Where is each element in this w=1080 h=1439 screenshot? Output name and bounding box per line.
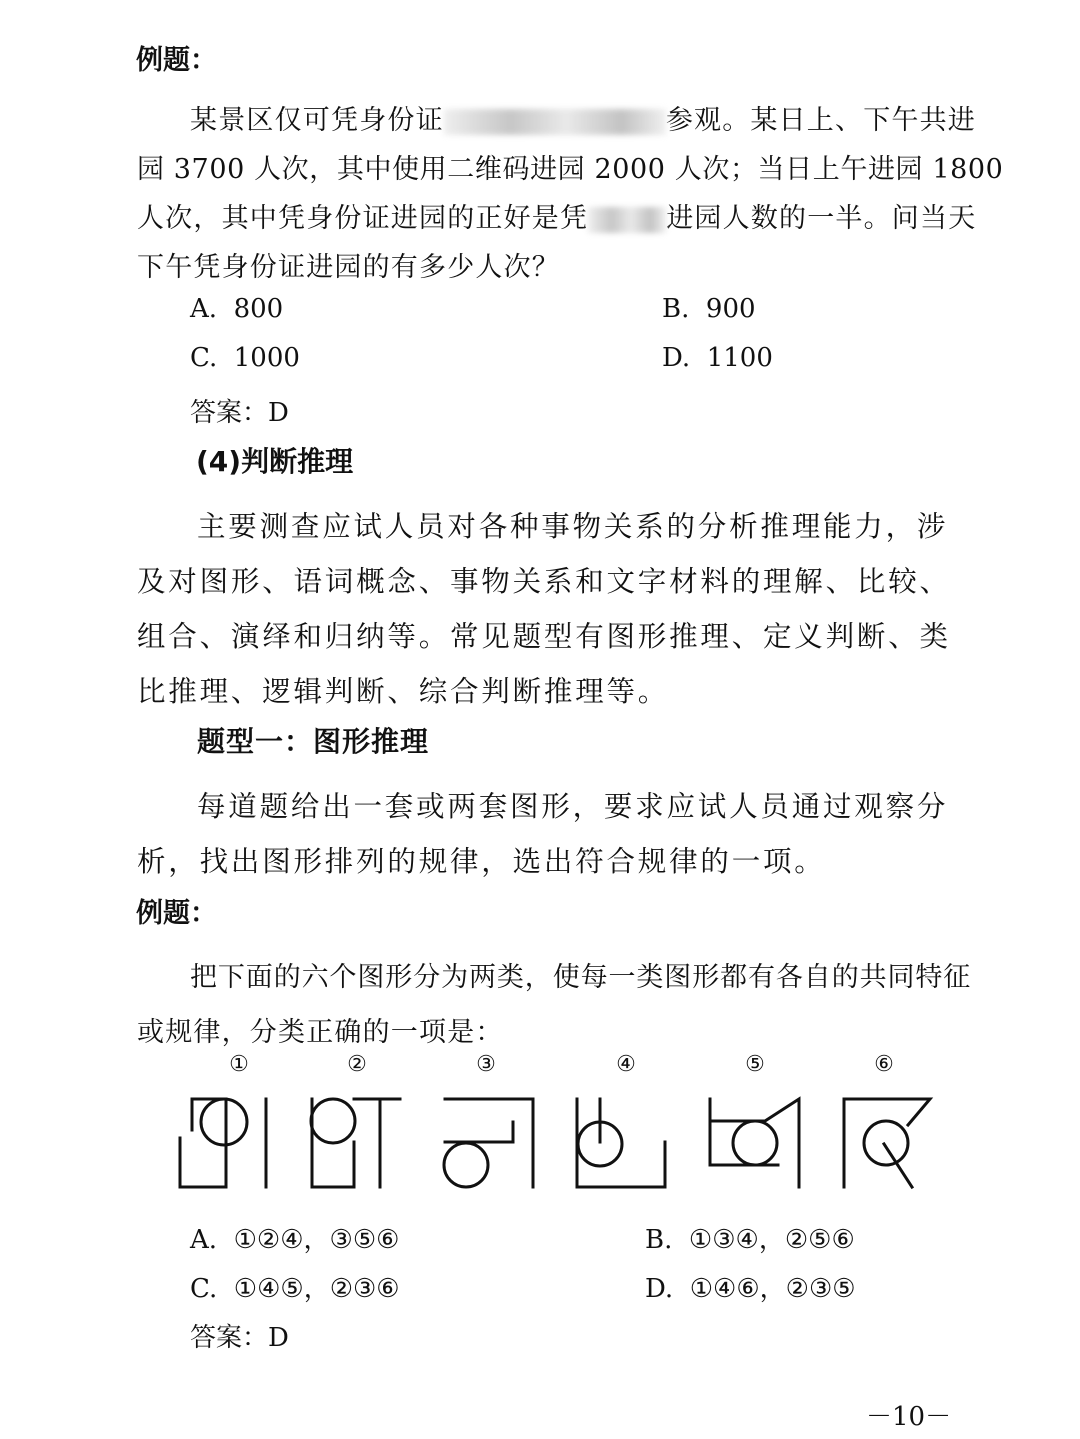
question-text: 人次，其中凭身份证进园的正好是凭 — [137, 203, 589, 234]
paragraph-line: 及对图形、语词概念、事物关系和文字材料的理解、比较、 — [137, 565, 951, 598]
option-letter: D. — [662, 343, 691, 373]
example-label: 例题： — [136, 45, 217, 76]
option-value: ①②④，③⑤⑥ — [233, 1225, 400, 1255]
option-value: 800 — [233, 294, 284, 324]
answer: 答案：D — [190, 398, 289, 428]
figure-5-circle — [733, 1121, 777, 1165]
figure-number-1: ① — [229, 1052, 249, 1077]
option-value: ①③④，②⑤⑥ — [688, 1225, 855, 1255]
figure-3-circle — [444, 1143, 488, 1187]
subsection-title: 题型一：图形推理 — [197, 725, 430, 758]
question-text: 参观。某日上、下午共进 — [665, 105, 977, 136]
figure-6-circle — [864, 1121, 908, 1165]
figure-number-3: ③ — [476, 1052, 496, 1077]
figure-4 — [577, 1099, 665, 1187]
figure-3-lines — [445, 1122, 513, 1142]
option-letter: C. — [190, 1274, 218, 1304]
example-label: 例题： — [136, 898, 217, 929]
paragraph-line: 主要测查应试人员对各种事物关系的分析推理能力，涉 — [197, 510, 949, 543]
option-d — [645, 1268, 856, 1305]
option-value: ①④⑤，②③⑥ — [233, 1274, 400, 1304]
figure-5-lines — [710, 1099, 778, 1165]
figure-1-circle — [201, 1099, 247, 1145]
figure-number-6: ⑥ — [874, 1052, 894, 1077]
option-letter: B. — [645, 1225, 673, 1255]
option-b — [645, 1219, 855, 1256]
figure-number-5: ⑤ — [745, 1052, 765, 1077]
answer: 答案：D — [190, 1323, 289, 1353]
option-letter: D. — [645, 1274, 674, 1304]
option-a — [190, 1219, 399, 1256]
option-letter: B. — [662, 294, 690, 324]
figure-6 — [844, 1099, 930, 1187]
paragraph-line: 比推理、逻辑判断、综合判断推理等。 — [137, 675, 670, 708]
option-value: ①④⑥，②③⑤ — [689, 1274, 856, 1304]
option-letter: C. — [190, 343, 218, 373]
paragraph-line: 每道题给出一套或两套图形，要求应试人员通过观察分 — [197, 790, 949, 823]
figure-2-circle — [311, 1099, 355, 1143]
figure-number-2: ② — [347, 1052, 367, 1077]
figure-5-top-lines — [710, 1099, 799, 1187]
figure-3 — [444, 1099, 533, 1187]
question-1-line-4: 下午凭身份证进园的有多少人次？ — [137, 252, 560, 283]
figure-5 — [710, 1099, 799, 1187]
page-number: －10－ — [866, 1402, 952, 1432]
figure-2 — [311, 1099, 400, 1187]
option-letter: A. — [190, 1225, 218, 1255]
question-2-line-1: 把下面的六个图形分为两类，使每一类图形都有各自的共同特征 — [190, 962, 972, 993]
paragraph-line: 析，找出图形排列的规律，选出符合规律的一项。 — [137, 845, 826, 878]
option-c — [190, 1268, 400, 1305]
section-title: (4)判断推理 — [196, 445, 354, 478]
question-text: 某景区仅可凭身份证 — [190, 105, 444, 136]
figure-1 — [180, 1099, 266, 1187]
option-value: 1100 — [706, 343, 773, 373]
question-text: 进园人数的一半。问当天 — [666, 203, 977, 234]
figure-6-lines — [844, 1099, 930, 1187]
option-letter: A. — [190, 294, 218, 324]
figure-number-4: ④ — [616, 1052, 636, 1077]
option-value: 900 — [705, 294, 756, 324]
paragraph-line: 组合、演绎和归纳等。常见题型有图形推理、定义判断、类 — [137, 620, 951, 653]
option-value: 1000 — [233, 343, 300, 373]
question-2-line-2: 或规律，分类正确的一项是： — [137, 1017, 504, 1048]
question-1-line-2: 园 3700 人次，其中使用二维码进园 2000 人次；当日上午进园 1800 — [137, 154, 1004, 185]
